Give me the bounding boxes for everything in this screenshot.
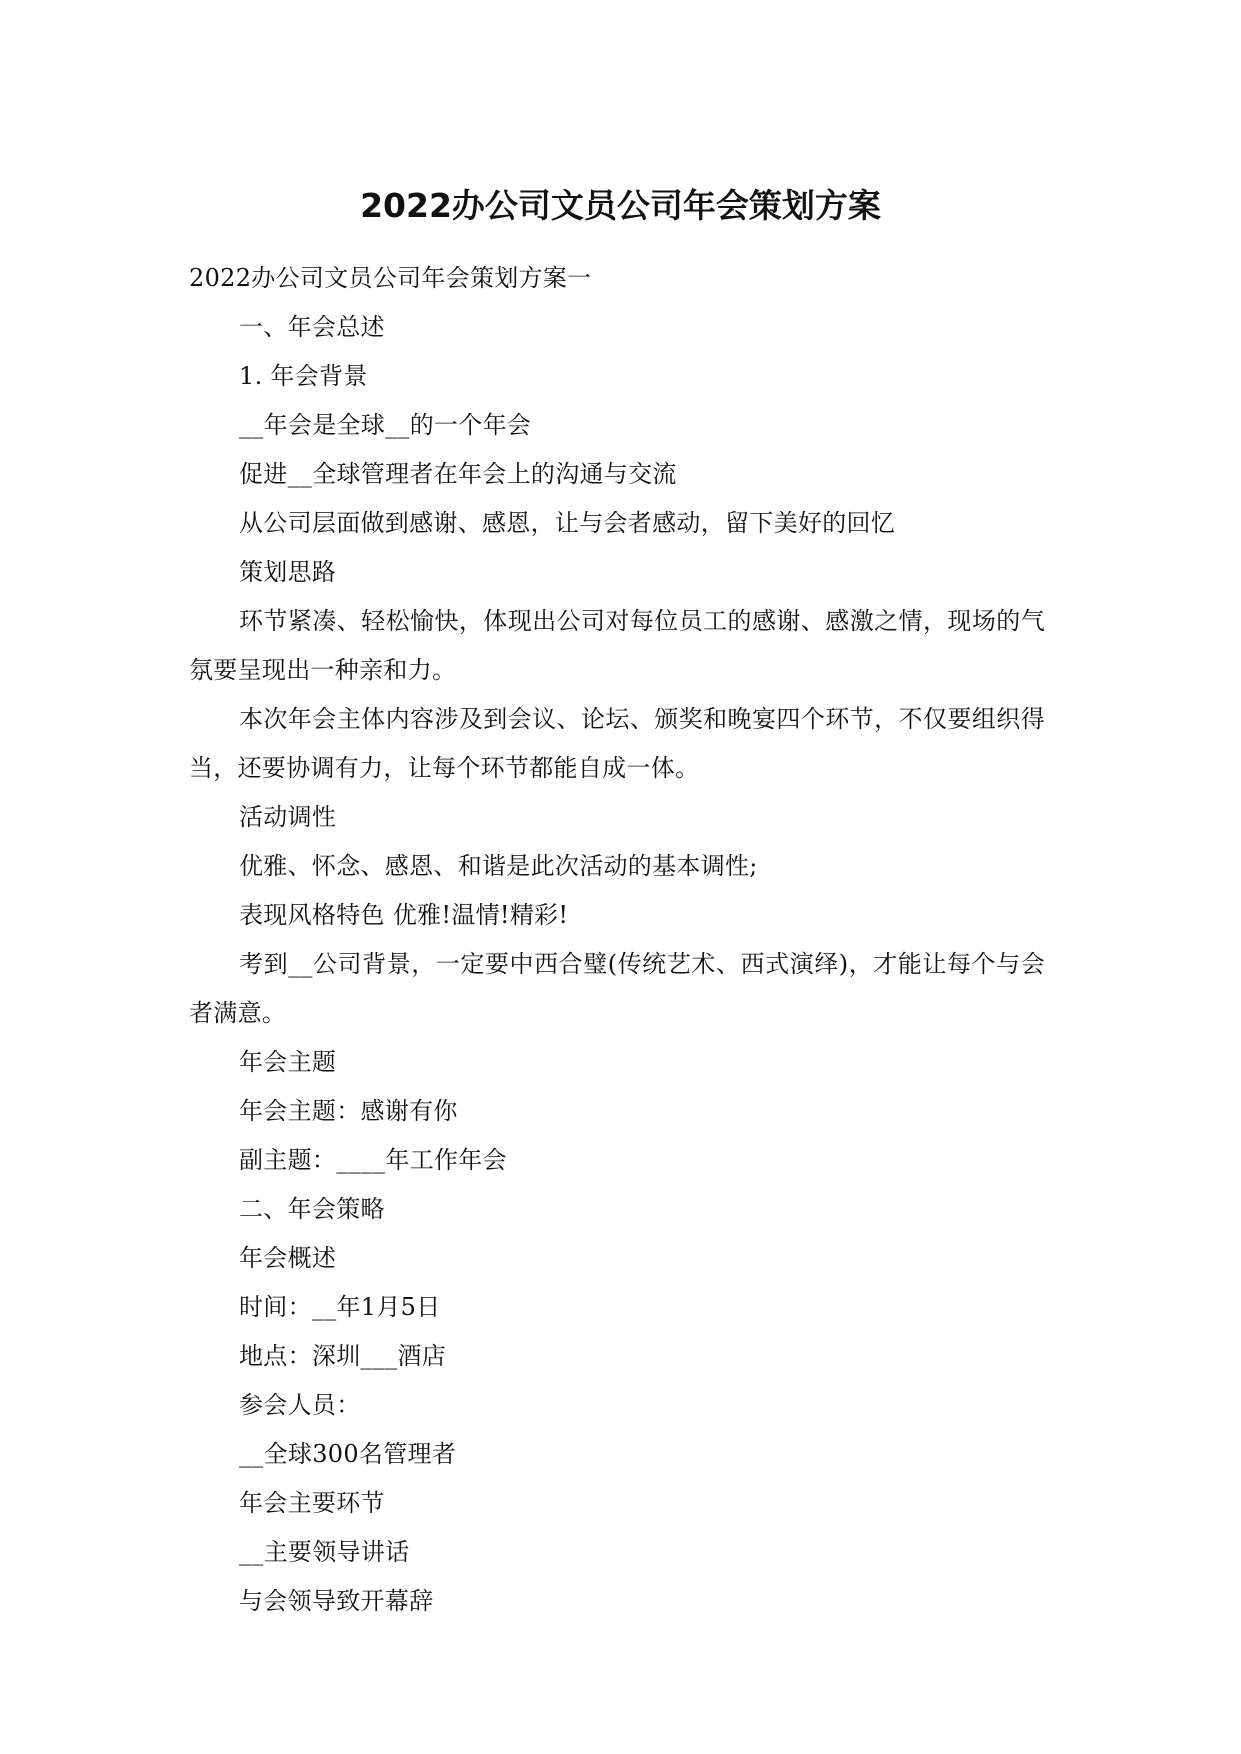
paragraph: 年会主要环节 [239,1489,385,1517]
paragraph: 表现风格特色 优雅!温情!精彩! [239,901,569,929]
paragraph: 年会主题：感谢有你 [239,1097,458,1125]
paragraph: 副主题：____年工作年会 [239,1146,507,1174]
paragraph: 从公司层面做到感谢、感恩，让与会者感动，留下美好的回忆 [239,509,896,537]
paragraph: 环节紧凑、轻松愉快，体现出公司对每位员工的感谢、感激之情，现场的气氛要呈现出一种亲和力。 [189,607,1045,684]
paragraph: 参会人员： [239,1391,361,1419]
paragraph: 地点：深圳___酒店 [239,1342,446,1370]
paragraph: 优雅、怀念、感恩、和谐是此次活动的基本调性; [239,852,758,880]
paragraph: 促进__全球管理者在年会上的沟通与交流 [239,460,677,488]
paragraph: 本次年会主体内容涉及到会议、论坛、颁奖和晚宴四个环节，不仅要组织得当，还要协调有力，让每个环节都能自成一体。 [189,705,1045,782]
paragraph: 年会概述 [239,1244,337,1272]
paragraph: 一、年会总述 [239,313,385,341]
document-body [189,254,1045,1626]
paragraph: 年会主题 [239,1048,337,1076]
paragraph: __主要领导讲话 [239,1538,410,1566]
document-title: 2022办公司文员公司年会策划方案 [360,186,881,225]
paragraph: 与会领导致开幕辞 [239,1587,434,1615]
paragraph: 2022办公司文员公司年会策划方案一 [189,264,592,292]
paragraph: 二、年会策略 [239,1195,385,1223]
paragraph: 活动调性 [239,803,337,831]
paragraph: __年会是全球__的一个年会 [239,411,532,439]
paragraph: 1. 年会背景 [239,362,368,390]
paragraph: 时间：__年1月5日 [239,1293,441,1321]
paragraph: 策划思路 [239,558,337,586]
paragraph: __全球300名管理者 [239,1440,457,1468]
paragraph: 考到__公司背景，一定要中西合璧(传统艺术、西式演绎)，才能让每个与会者满意。 [189,950,1045,1027]
